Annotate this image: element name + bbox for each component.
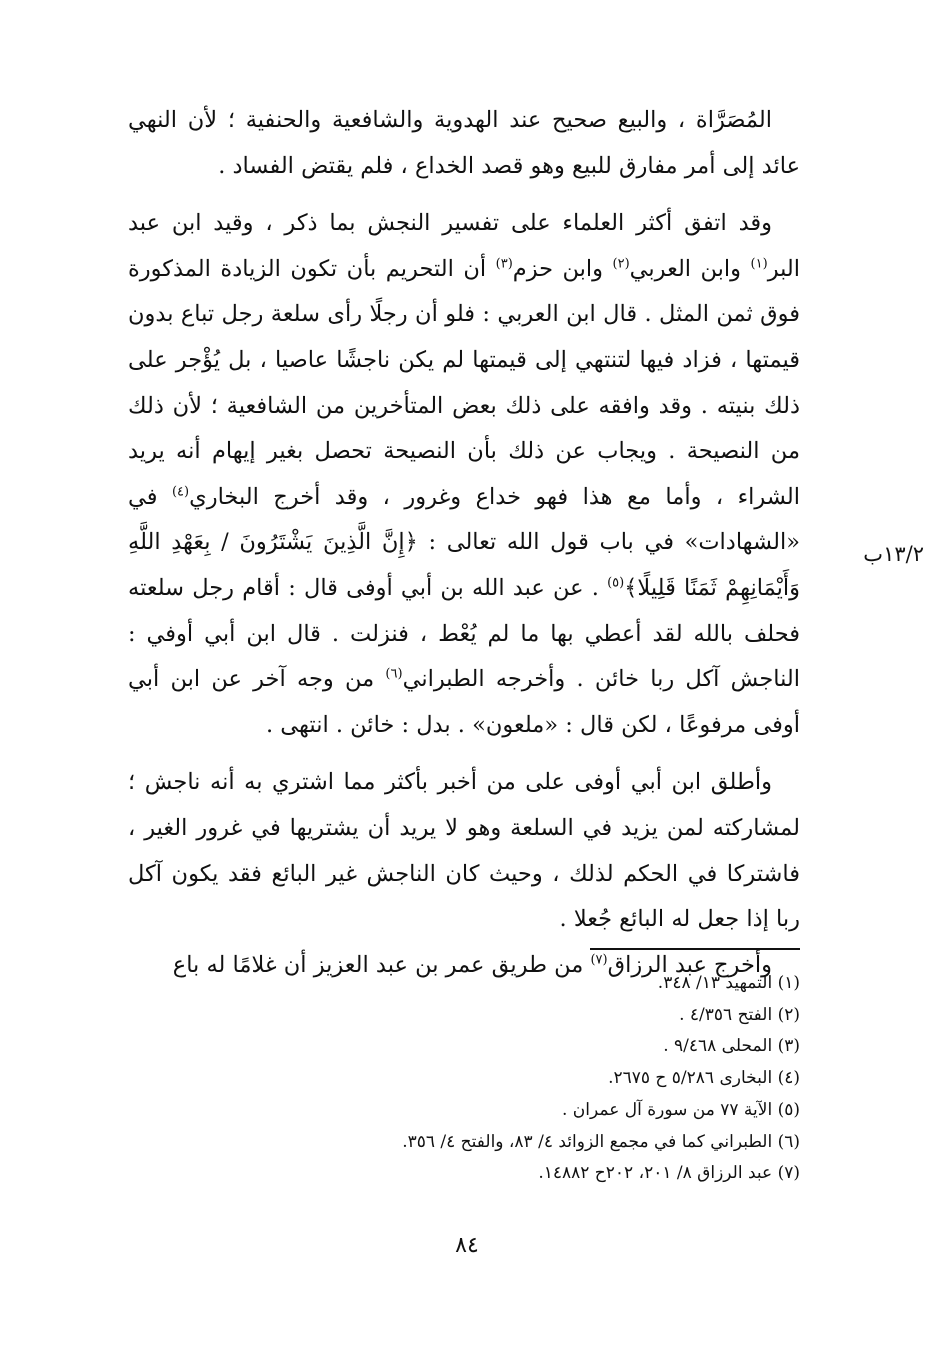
paragraph-2 xyxy=(128,201,800,748)
footnote-ref-1[interactable]: (١) xyxy=(750,256,768,272)
footnote-1: (١) التمهيد ١٣/ ٣٤٨. xyxy=(657,973,800,993)
paragraph-1 xyxy=(128,98,800,189)
footnote-ref-5[interactable]: (٥) xyxy=(607,575,625,591)
quran-verse-run: في «الشهادات» في باب قول الله تعالى : ﴿إِنَّ الَّذِينَ يَشْتَرُونَ / بِعَهْدِ اللَّهِ وَأَيْمَانِهِمْ ثَمَنًا قَلِيلًا﴾ xyxy=(128,483,800,601)
text-run: من وجه آخر عن ابن أبي أوفى مرفوعًا ، لكن قال : «ملعون» . بدل : خائن . انتهى . xyxy=(128,666,800,738)
text-run: وأخرج عبد الرزاق xyxy=(607,951,772,978)
manuscript-folio-marker: ١٣/٢ب xyxy=(863,542,924,566)
footnote-divider xyxy=(590,948,800,950)
text-run: وأطلق ابن أبي أوفى على من أخبر بأكثر مما اشتري به أنه ناجش ؛ لمشاركته لمن يزيد في السلعة وهو لا يريد أن يشتريها في غرور الغير ، فاشتركا في الحكم لذلك ، وحيث كان الناجش غير البائع فقد يكون آكل ربا إذا جعل له البائع جُعلا . xyxy=(128,769,800,933)
footnote-ref-2[interactable]: (٢) xyxy=(612,256,630,272)
page-number: ٨٤ xyxy=(455,1233,479,1258)
footnote-7: (٧) عبد الرزاق ٨/ ٢٠١، ٢٠٢ح ١٤٨٨٢. xyxy=(538,1163,800,1184)
main-text xyxy=(128,98,800,988)
text-run: وابن حزم xyxy=(512,255,613,282)
footnote-5: (٥) الآية ٧٧ من سورة آل عمران . xyxy=(561,1099,800,1120)
footnote-2: (٢) الفتح ٤/٣٥٦ . xyxy=(679,1004,800,1025)
text-run: أن التحريم بأن تكون الزيادة المذكورة فوق ثمن المثل . قال ابن العربي : فلو أن رجلًا رأى سلعة رجل تباع بدون قيمتها ، فزاد فيها لتنتهي إلى قيمتها لم يكن ناجشًا عاصيا ، بل يُؤْجر على ذلك بنيته . وقد وافقه على ذلك بعض المتأخرين من الشافعية ؛ لأن ذلك من النصيحة . ويجاب عن ذلك بأن النصيحة تحصل بغير إيهام أنه يريد الشراء ، وأما مع هذا فهو خداع وغرور ، وقد أخرج البخاري xyxy=(128,255,800,510)
footnote-4: (٤) البخارى ٥/٢٨٦ ح ٢٦٧٥. xyxy=(608,1068,800,1089)
text-run: . عن عبد الله بن أبي أوفى قال : أقام رجل سلعته فحلف بالله لقد أعطي بها ما لم يُعْط ، فنزلت . قال ابن أبي أوفي : الناجش آكل ربا خائن . وأخرجه الطبراني xyxy=(128,574,801,693)
text-run: المُصَرَّاة ، والبيع صحيح عند الهدوية والشافعية والحنفية ؛ لأن النهي عائد إلى أمر مفارق للبيع وهو قصد الخداع ، فلم يقتض الفساد . xyxy=(128,107,800,179)
footnote-3: (٣) المحلى ٩/٤٦٨ . xyxy=(663,1036,800,1057)
footnote-ref-4[interactable]: (٤) xyxy=(171,484,190,500)
footnote-ref-6[interactable]: (٦) xyxy=(385,666,403,682)
footnote-ref-3[interactable]: (٣) xyxy=(495,256,513,272)
footnotes xyxy=(300,968,800,1190)
footnote-ref-7[interactable]: (٧) xyxy=(590,952,608,968)
paragraph-3 xyxy=(128,760,800,942)
text-run: من طريق عمر بن عبد العزيز أن غلامًا له باع xyxy=(172,951,591,978)
text-run: وابن العربي xyxy=(629,255,751,282)
text-run: وقد اتفق أكثر العلماء على تفسير النجش بما ذكر ، وقيد ابن عبد البر xyxy=(128,210,800,282)
footnote-6: (٦) الطبراني كما في مجمع الزوائد ٤/ ٨٣، والفتح ٤/ ٣٥٦. xyxy=(402,1131,800,1152)
